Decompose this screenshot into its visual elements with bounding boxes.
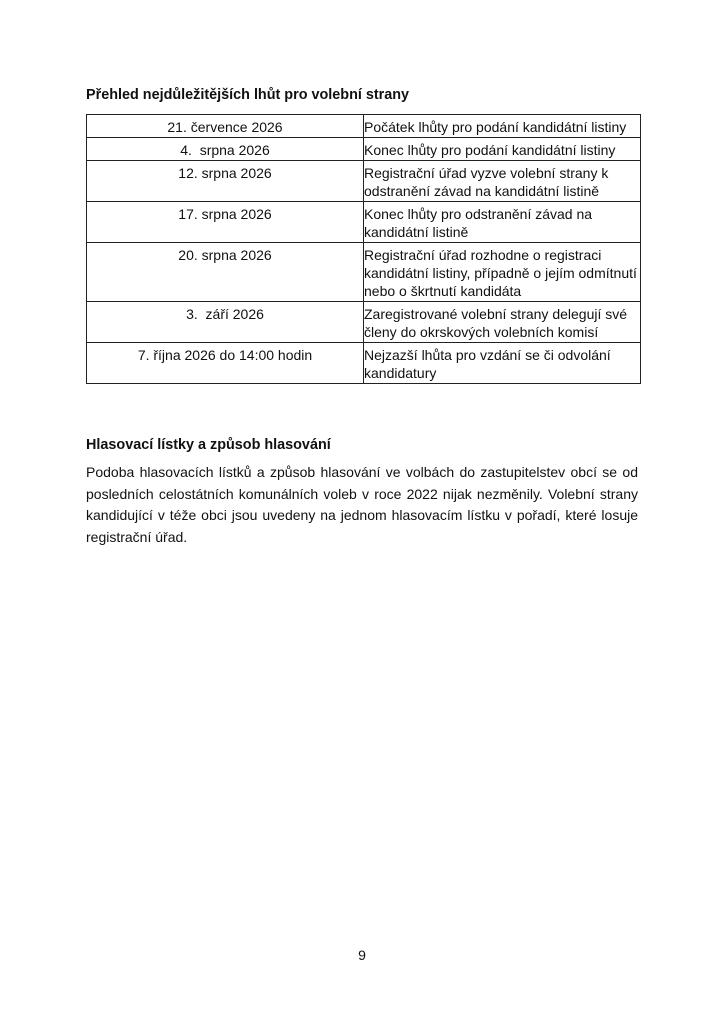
body-paragraph: Podoba hlasovacích lístků a způsob hlasování ve volbách do zastupitelstev obcí se od posledních celostátních komunálních voleb v roce 2022 nijak nezměnily. Volební strany kandidující v téže obci jsou uvedeny na jednom hlasovacím lístku v pořadí, které losuje registrační úřad. bbox=[86, 464, 638, 545]
deadline-date: 12. srpna 2026 bbox=[87, 161, 364, 202]
page-number: 9 bbox=[358, 947, 366, 963]
deadlines-table bbox=[86, 114, 641, 384]
deadline-description: Konec lhůty pro odstranění závad na kandidátní listině bbox=[364, 202, 641, 243]
section-heading-deadlines: Přehled nejdůležitějších lhůt pro volební strany bbox=[86, 87, 410, 103]
table-row bbox=[87, 243, 641, 302]
deadline-description: Registrační úřad rozhodne o registraci kandidátní listiny, případně o jejím odmítnutí nebo o škrtnutí kandidáta bbox=[364, 243, 641, 302]
deadline-date: 4. srpna 2026 bbox=[87, 138, 364, 161]
table-row bbox=[87, 302, 641, 343]
table-row bbox=[87, 343, 641, 384]
deadline-date: 21. července 2026 bbox=[87, 115, 364, 138]
table-row bbox=[87, 138, 641, 161]
deadline-description: Nejzazší lhůta pro vzdání se či odvolání kandidatury bbox=[364, 343, 641, 384]
deadline-description: Konec lhůty pro podání kandidátní listiny bbox=[364, 138, 641, 161]
table-row bbox=[87, 115, 641, 138]
deadline-date: 7. října 2026 do 14:00 hodin bbox=[87, 343, 364, 384]
table-row bbox=[87, 202, 641, 243]
deadline-description: Počátek lhůty pro podání kandidátní listiny bbox=[364, 115, 641, 138]
table-row bbox=[87, 161, 641, 202]
deadline-description: Zaregistrované volební strany delegují své členy do okrskových volebních komisí bbox=[364, 302, 641, 343]
deadline-date: 17. srpna 2026 bbox=[87, 202, 364, 243]
deadline-date: 3. září 2026 bbox=[87, 302, 364, 343]
deadline-description: Registrační úřad vyzve volební strany k odstranění závad na kandidátní listině bbox=[364, 161, 641, 202]
section-heading-ballots: Hlasovací lístky a způsob hlasování bbox=[86, 437, 331, 453]
deadline-date: 20. srpna 2026 bbox=[87, 243, 364, 302]
